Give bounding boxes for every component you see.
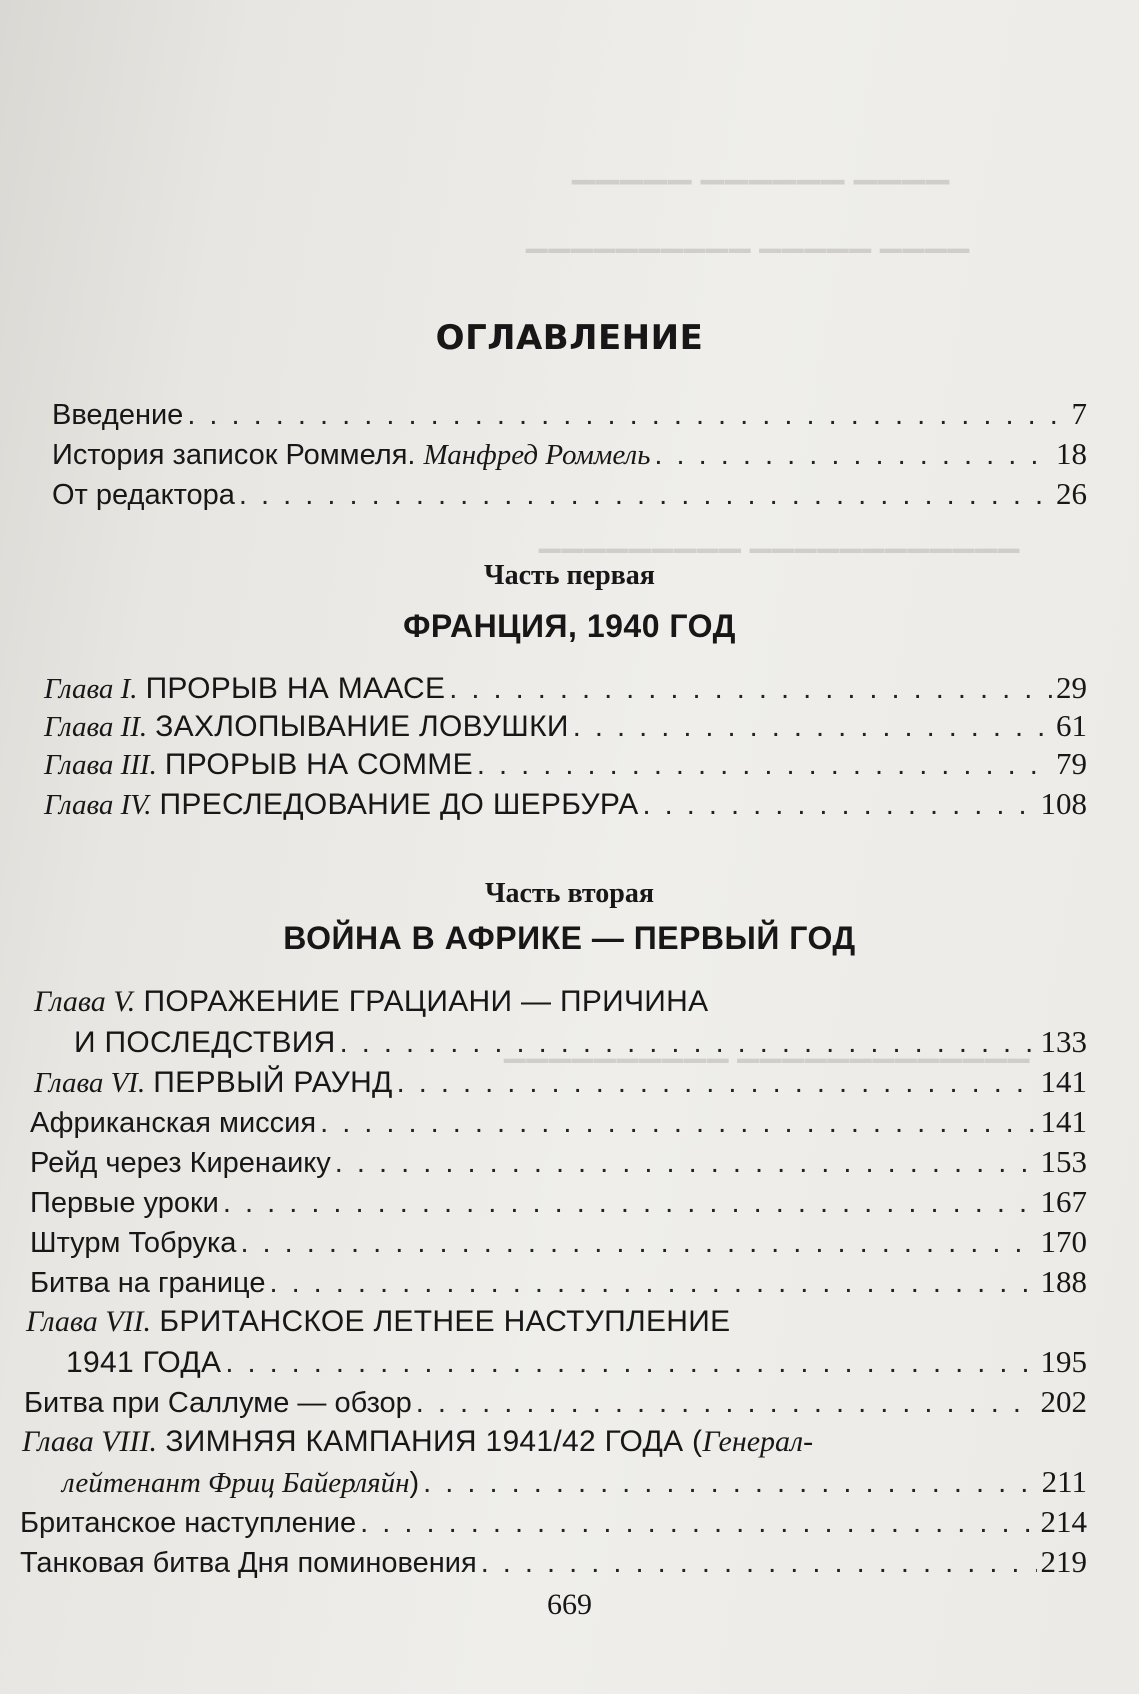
toc-label <box>44 671 445 707</box>
section-label: Танковая битва Дня поминовения <box>20 1547 477 1579</box>
chapter-prefix: Глава V. <box>34 985 136 1018</box>
chapter-prefix: Глава I. <box>44 673 138 705</box>
section-label: Штурм Тобрука <box>30 1227 237 1259</box>
toc-row <box>20 1544 1087 1581</box>
toc-page-number: 133 <box>1040 1024 1087 1059</box>
toc-row <box>52 436 1087 473</box>
dot-leader <box>481 1545 1037 1581</box>
toc-row <box>30 1104 1087 1141</box>
chapter-title-continued: 1941 ГОДА <box>66 1346 222 1379</box>
chapter-title: ПЕРВЫЙ РАУНД <box>153 1066 393 1099</box>
toc-row <box>62 1464 1087 1501</box>
dot-leader <box>340 1025 1037 1061</box>
toc-page-number: 141 <box>1040 1064 1087 1099</box>
dot-leader <box>225 1345 1036 1381</box>
toc-page-number: 7 <box>1071 396 1087 431</box>
bleed-through-decoration: ▁▁▁▁▁▁▁▁▁▁▁▁▁ ▁▁▁▁▁▁▁▁▁▁ <box>502 1032 1029 1063</box>
chapter-prefix: Глава VI. <box>34 1067 146 1099</box>
dot-leader <box>416 1385 1037 1421</box>
part-label: Часть вторая <box>484 878 655 909</box>
page-title: ОГЛАВЛЕНИЕ <box>435 318 704 358</box>
toc-page-number: 211 <box>1041 1464 1087 1499</box>
toc-label: От редактора <box>52 479 235 511</box>
toc-label <box>44 787 639 823</box>
toc-row <box>44 746 1087 783</box>
chapter-title: ПРЕСЛЕДОВАНИЕ ДО ШЕРБУРА <box>159 788 639 821</box>
closing-paren: ) <box>409 1467 420 1499</box>
dot-leader <box>269 1265 1036 1301</box>
toc-page-number: 141 <box>1040 1104 1087 1139</box>
toc-row <box>44 786 1087 823</box>
dot-leader <box>239 477 1052 513</box>
toc-row <box>30 1144 1087 1181</box>
dot-leader <box>397 1065 1037 1101</box>
toc-label <box>44 747 473 783</box>
toc-label <box>52 437 650 473</box>
toc-label: Введение <box>52 399 184 431</box>
chapter-prefix: Глава VII. <box>26 1305 152 1338</box>
part-title: ВОЙНА В АФРИКЕ — ПЕРВЫЙ ГОД <box>283 920 856 956</box>
chapter-prefix: Глава VIII. <box>22 1425 158 1458</box>
toc-page-number: 26 <box>1056 476 1087 511</box>
toc-page-number: 195 <box>1040 1344 1087 1379</box>
bleed-through-decoration: ▁▁▁▁ ▁▁▁▁▁ ▁▁▁▁▁▁▁▁▁▁ <box>524 222 969 253</box>
dot-leader <box>240 1225 1036 1261</box>
toc-page-number: 18 <box>1056 436 1087 471</box>
dot-leader <box>187 397 1067 433</box>
toc-row <box>30 1264 1087 1301</box>
toc-page-number: 153 <box>1040 1144 1087 1179</box>
chapter-title: ПРОРЫВ НА СОММЕ <box>164 748 473 781</box>
chapter-author: лейтенант Фриц Байерляйн <box>62 1467 410 1499</box>
dot-leader <box>643 787 1037 823</box>
chapter-prefix: Глава II. <box>44 711 148 743</box>
toc-page-number: 108 <box>1040 786 1087 821</box>
section-label: Рейд через Киренаику <box>30 1147 331 1179</box>
chapter-title: ПРОРЫВ НА МААСЕ <box>145 672 446 705</box>
chapter-title: БРИТАНСКОЕ ЛЕТНЕЕ НАСТУПЛЕНИЕ <box>159 1305 731 1338</box>
dot-leader <box>477 747 1052 783</box>
toc-page-number: 202 <box>1040 1384 1087 1419</box>
chapter-title: ЗАХЛОПЫВАНИЕ ЛОВУШКИ <box>155 710 569 743</box>
part-label: Часть первая <box>484 560 655 591</box>
dot-leader <box>423 1465 1037 1501</box>
section-label: Первые уроки <box>30 1187 219 1219</box>
toc-page-number: 61 <box>1056 708 1087 743</box>
toc-page-number: 188 <box>1040 1264 1087 1299</box>
toc-label <box>44 709 569 745</box>
toc-row <box>44 708 1087 745</box>
section-label: Британское наступление <box>20 1507 357 1539</box>
bleed-through-decoration: ▁▁▁▁ ▁▁▁▁▁▁ ▁▁▁▁▁ <box>570 151 949 184</box>
toc-row <box>30 1224 1087 1261</box>
toc-row <box>52 476 1087 513</box>
chapter-author: Генерал- <box>702 1425 814 1458</box>
toc-page-number: 167 <box>1040 1184 1087 1219</box>
chapter-prefix: Глава IV. <box>44 789 152 821</box>
chapter-prefix: Глава III. <box>44 749 157 781</box>
dot-leader <box>223 1185 1037 1221</box>
page-number: 669 <box>547 1588 592 1621</box>
toc-row <box>44 670 1087 707</box>
chapter-title: ЗИМНЯЯ КАМПАНИЯ 1941/42 ГОДА ( <box>165 1425 703 1458</box>
bleed-through-decoration: ▁▁▁▁▁▁▁▁▁▁▁▁ ▁▁▁▁▁▁▁▁▁ <box>537 522 1019 553</box>
toc-row <box>34 1064 1087 1101</box>
toc-page-number: 219 <box>1040 1544 1087 1579</box>
dot-leader <box>360 1505 1036 1541</box>
toc-author: Манфред Роммель <box>423 439 651 471</box>
toc-row <box>24 1384 1087 1421</box>
dot-leader <box>654 437 1052 473</box>
chapter-title: ПОРАЖЕНИЕ ГРАЦИАНИ — ПРИЧИНА <box>143 985 709 1018</box>
dot-leader <box>320 1105 1036 1141</box>
toc-row <box>52 396 1087 433</box>
toc-label-text: История записок Роммеля. <box>52 439 424 471</box>
section-label: Битва на границе <box>30 1267 266 1299</box>
section-label: Битва при Саллуме — обзор <box>24 1387 412 1419</box>
toc-label <box>34 1065 393 1101</box>
toc-row <box>30 1184 1087 1221</box>
toc-row <box>66 1344 1087 1381</box>
dot-leader <box>573 709 1052 745</box>
toc-page-number: 29 <box>1056 670 1087 705</box>
toc-page-number: 170 <box>1040 1224 1087 1259</box>
toc-row <box>20 1504 1087 1541</box>
section-label: Африканская миссия <box>30 1107 317 1139</box>
chapter-title-line <box>26 1304 730 1340</box>
toc-page-number: 79 <box>1056 746 1087 781</box>
chapter-title-line <box>22 1424 813 1460</box>
chapter-title-continued: И ПОСЛЕДСТВИЯ <box>74 1026 336 1059</box>
chapter-title-line <box>34 984 708 1020</box>
part-title: ФРАНЦИЯ, 1940 ГОД <box>403 608 736 644</box>
toc-page-number: 214 <box>1040 1504 1087 1539</box>
dot-leader <box>335 1145 1037 1181</box>
chapter-title-continued <box>62 1465 419 1501</box>
toc-row <box>74 1024 1087 1061</box>
dot-leader <box>449 671 1052 707</box>
